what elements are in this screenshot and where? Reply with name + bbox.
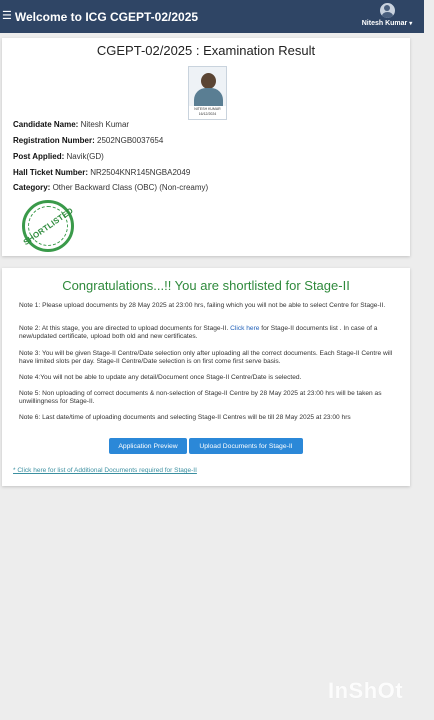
photo-head [201, 73, 216, 89]
field-value: NR2504KNR145NGBA2049 [90, 168, 191, 177]
field-value: Nitesh Kumar [80, 120, 130, 129]
note-4: Note 4:You will not be able to update any detail/Document once Stage-II Centre/Date is selected. [19, 374, 302, 381]
note-6: Note 6: Last date/time of uploading documents and selecting Stage-II Centres will be till 28 May 2025 at 23:00 hrs [19, 414, 351, 421]
congrats-heading: Congratulations...!! You are shortlisted for Stage-II [62, 278, 350, 293]
hamburger-icon[interactable]: ☰ [2, 10, 12, 22]
shortlisted-stamp-icon [22, 200, 74, 252]
field-value: Navik(GD) [66, 152, 104, 161]
stamp-inner-ring [21, 205, 75, 247]
post-applied-row [13, 152, 104, 161]
photo-body [194, 88, 223, 108]
result-card [2, 38, 410, 256]
category-row [13, 183, 208, 192]
app-title: Welcome to ICG CGEPT-02/2025 [14, 9, 199, 24]
note-5: Note 5: Non uploading of correct documents & non-selection of Stage-II Centre by 28 May 2025 at 23:00 hrs will be taken as unwillingness for Stage-II. [19, 390, 382, 406]
stage2-documents-link[interactable]: Click here [230, 325, 260, 332]
note-2 [19, 325, 395, 342]
field-value: Other Backward Class (OBC) (Non-creamy) [52, 183, 209, 192]
registration-number-row [13, 136, 163, 145]
user-name-dropdown[interactable] [362, 20, 412, 27]
photo-caption-name: NITESH KUMAR [194, 107, 221, 111]
photo-caption [189, 106, 226, 119]
stage2-card [2, 268, 410, 486]
field-value: 2502NGB0037654 [97, 136, 164, 145]
upload-documents-button[interactable]: Upload Documents for Stage-II [189, 438, 303, 454]
result-title: CGEPT-02/2025 : Examination Result [96, 43, 316, 58]
field-label: Hall Ticket Number: [13, 168, 88, 177]
stamp-text: SHORTLISTED [21, 205, 75, 247]
user-name-label: Nitesh Kumar [361, 20, 408, 27]
candidate-name-row [13, 120, 129, 129]
field-label: Category: [13, 183, 51, 192]
additional-documents-link[interactable]: * Click here for list of Additional Documents required for Stage-II [13, 467, 197, 474]
field-label: Candidate Name: [13, 120, 79, 129]
application-preview-button[interactable]: Application Preview [109, 438, 187, 454]
note-2-text-after: for Stage-II documents list . In case of a new/updated certificate, upload both old and new certificates. [19, 325, 378, 341]
top-navbar [0, 0, 424, 33]
note-3: Note 3: You will be given Stage-II Centre/Date selection only after uploading all the correct documents. Each Stage-II Centre will have limited slots per day. Stage-II Centre/Date selection is on first come first serve basis. [19, 350, 393, 366]
user-menu[interactable] [354, 3, 420, 27]
inshot-watermark: InShOt [328, 678, 404, 703]
candidate-photo [188, 66, 227, 120]
hall-ticket-row [13, 168, 190, 177]
caret-down-icon: ▾ [409, 21, 413, 27]
note-2-text-before: Note 2: At this stage, you are directed to upload documents for Stage-II. [19, 325, 231, 332]
field-label: Registration Number: [13, 136, 95, 145]
photo-caption-date: 16/12/2024 [198, 112, 217, 116]
user-avatar-icon[interactable] [380, 3, 395, 18]
field-label: Post Applied: [13, 152, 65, 161]
note-1: Note 1: Please upload documents by 28 May 2025 at 23:00 hrs, failing which you will not be able to select Centre for Stage-II. [19, 302, 386, 309]
